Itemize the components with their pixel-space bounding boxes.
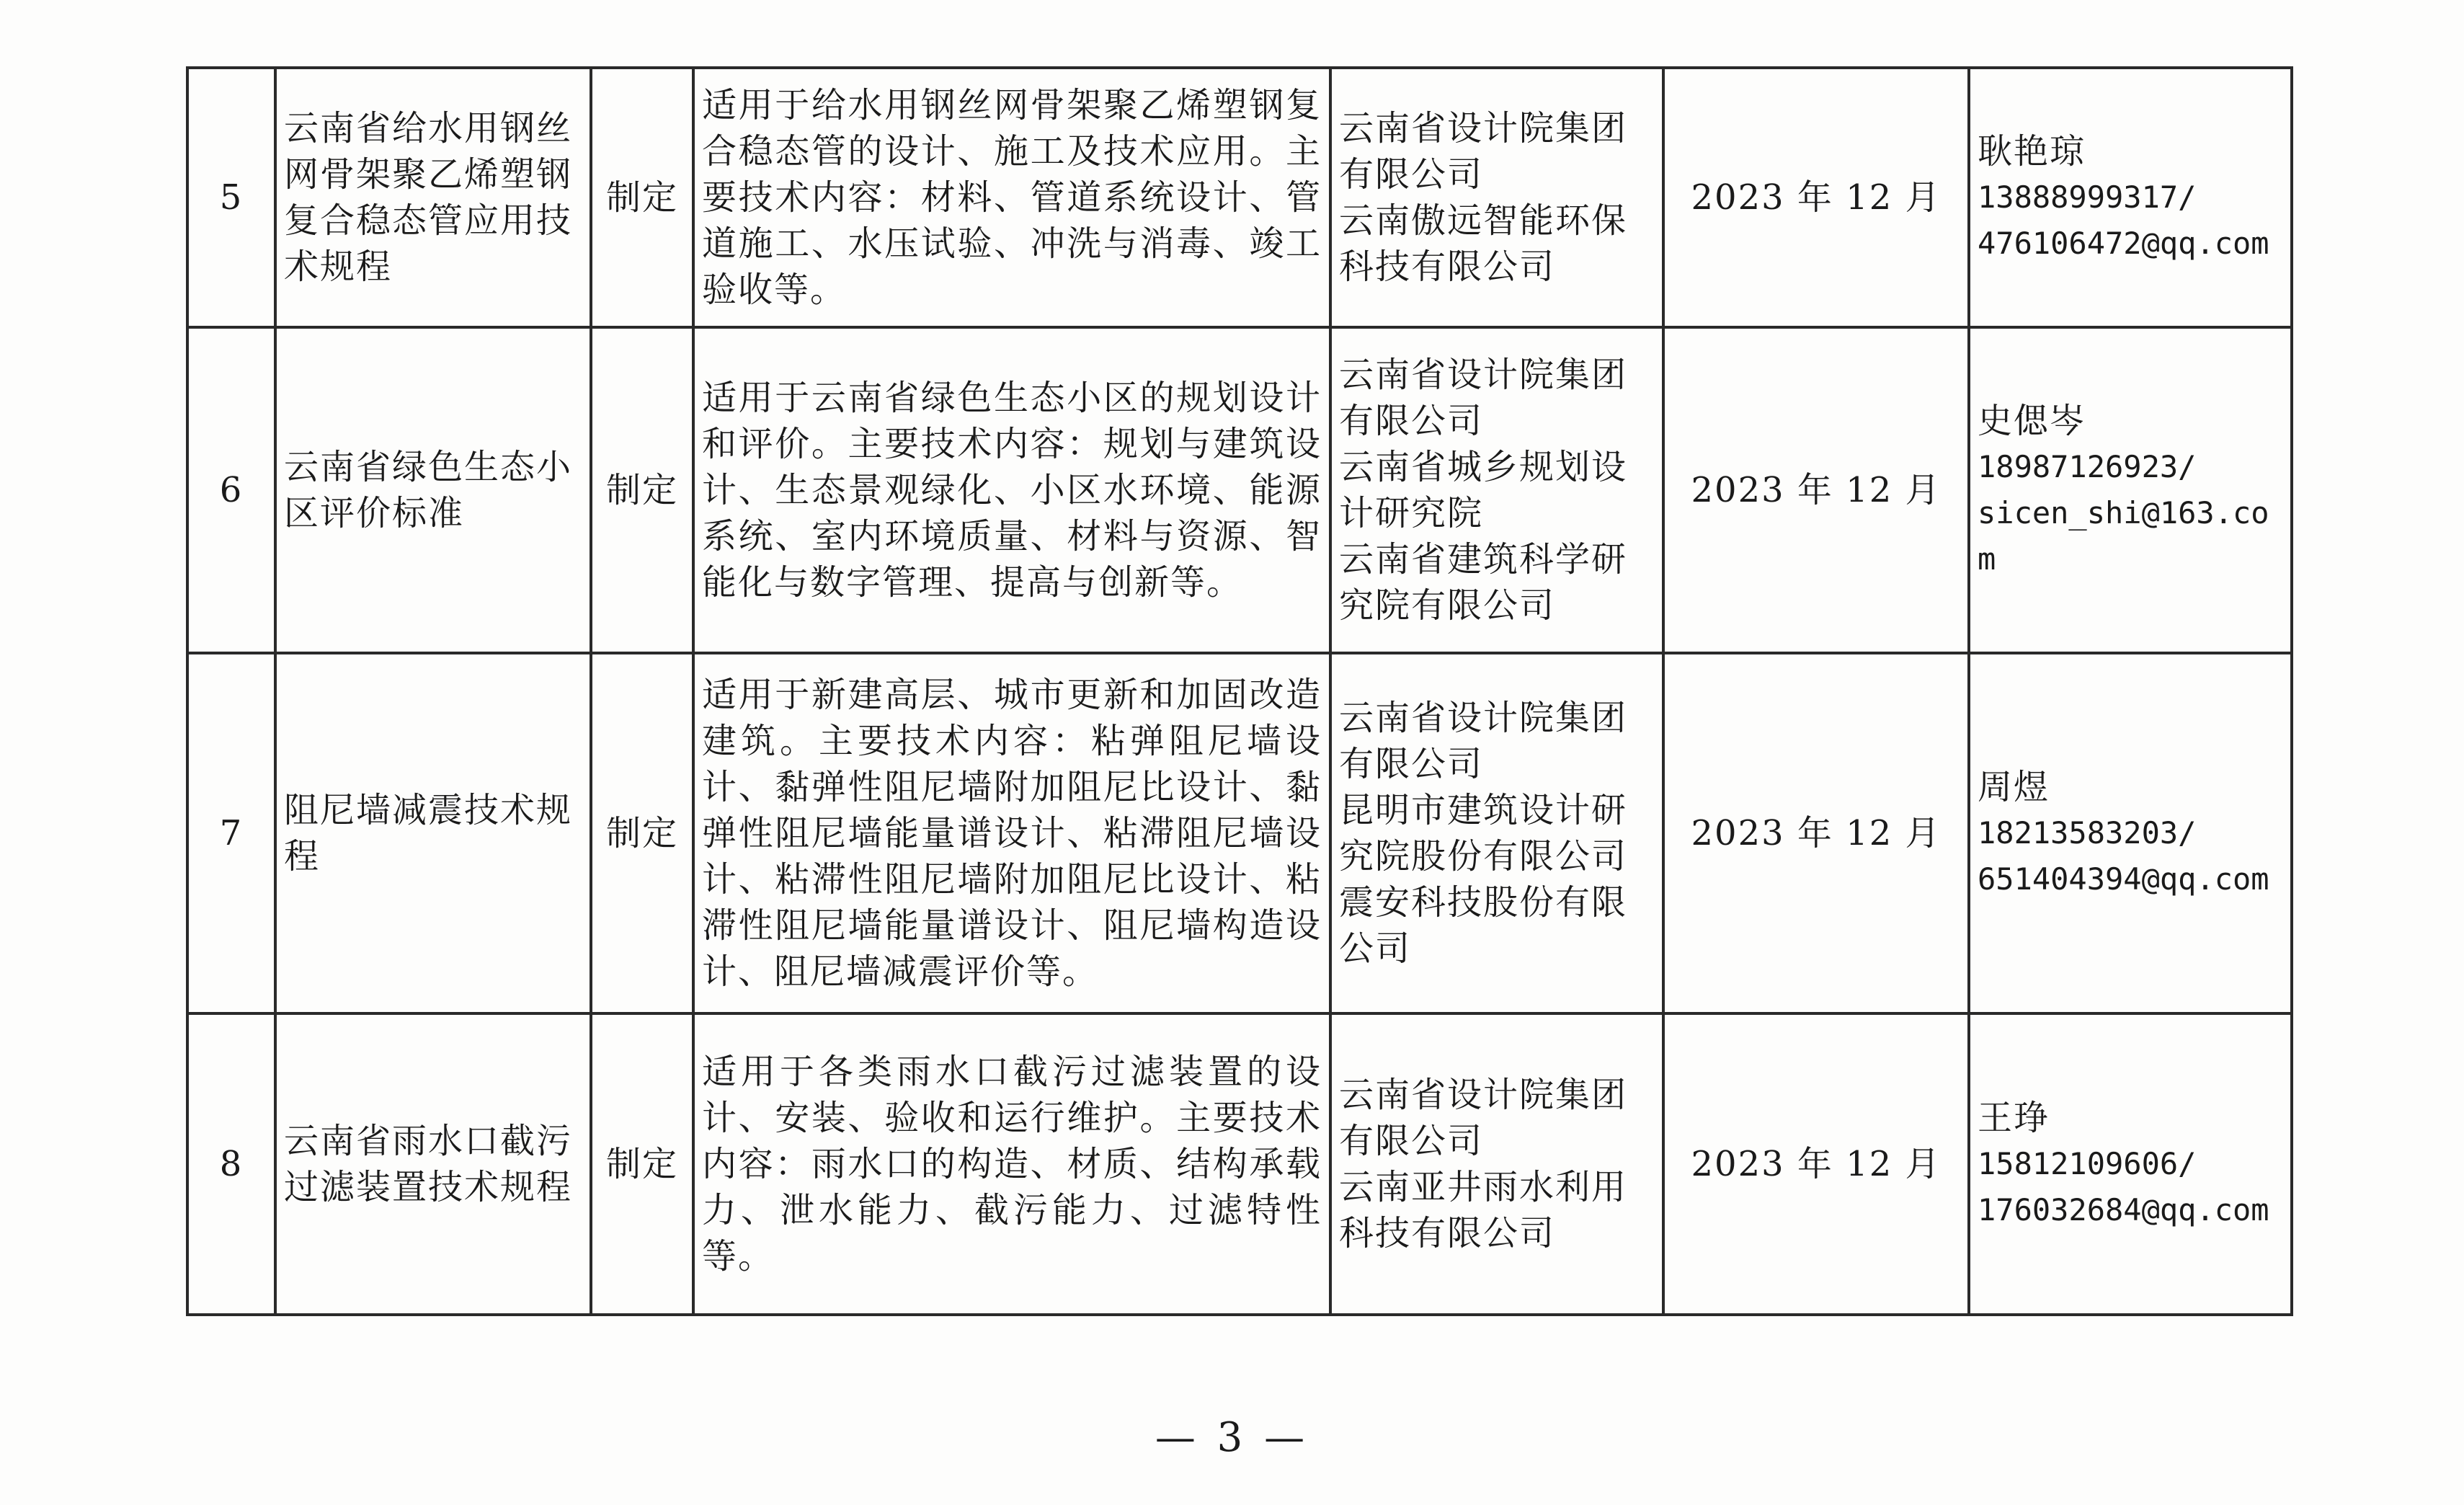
- organization: 云南省建筑科学研究院有限公司: [1339, 539, 1628, 626]
- project-type: 制定: [591, 653, 693, 1013]
- organization: 云南省设计院集团有限公司: [1339, 698, 1628, 784]
- contact-email: 476106472@qq.com: [1978, 226, 2269, 261]
- contact-name: 史偲岑: [1978, 401, 2086, 441]
- contact-phone: 18987126923/: [1978, 449, 2197, 484]
- contact: [1969, 327, 2292, 653]
- scope-description: 适用于云南省绿色生态小区的规划设计和评价。主要技术内容：规划与建筑设计、生态景观绿化、小区水环境、能源系统、室内环境质量、材料与资源、智能化与数字管理、提高与创新等。: [693, 327, 1330, 653]
- table-row: [187, 1013, 2292, 1315]
- organizations: [1330, 68, 1663, 327]
- scope-description: 适用于新建高层、城市更新和加固改造建筑。主要技术内容：粘弹阻尼墙设计、黏弹性阻尼墙附加阻尼比设计、黏弹性阻尼墙能量谱设计、粘滞阻尼墙设计、粘滞性阻尼墙附加阻尼比设计、粘滞性阻尼墙能量谱设计、阻尼墙构造设计、阻尼墙减震评价等。: [693, 653, 1330, 1013]
- contact-phone: 13888999317/: [1978, 179, 2197, 215]
- project-type: 制定: [591, 68, 693, 327]
- standard-name: 云南省绿色生态小区评价标准: [275, 327, 591, 653]
- organization: 云南省设计院集团有限公司: [1339, 1075, 1628, 1161]
- contact-email: sicen_shi@163.com: [1978, 495, 2269, 577]
- contact-email: 176032684@qq.com: [1978, 1192, 2269, 1227]
- table-row: [187, 68, 2292, 327]
- contact: [1969, 68, 2292, 327]
- organization: 云南省设计院集团有限公司: [1339, 355, 1628, 441]
- page-number: — 3 —: [1155, 1414, 1309, 1461]
- scope-description: 适用于给水用钢丝网骨架聚乙烯塑钢复合稳态管的设计、施工及技术应用。主要技术内容：材料、管道系统设计、管道施工、水压试验、冲洗与消毒、竣工验收等。: [693, 68, 1330, 327]
- organization: 云南亚井雨水利用科技有限公司: [1339, 1167, 1628, 1253]
- contact-name: 王琤: [1978, 1098, 2050, 1138]
- organizations: [1330, 1013, 1663, 1315]
- row-number: 6: [187, 327, 275, 653]
- contact: [1969, 653, 2292, 1013]
- completion-date: 2023 年 12 月: [1663, 1013, 1969, 1315]
- organization: 云南省城乡规划设计研究院: [1339, 447, 1628, 533]
- contact-name: 周煜: [1978, 767, 2050, 807]
- organization: 云南省设计院集团有限公司: [1339, 108, 1628, 195]
- contact: [1969, 1013, 2292, 1315]
- standard-name: 云南省雨水口截污过滤装置技术规程: [275, 1013, 591, 1315]
- contact-name: 耿艳琼: [1978, 131, 2086, 172]
- table-row: [187, 327, 2292, 653]
- project-type: 制定: [591, 1013, 693, 1315]
- standard-name: 云南省给水用钢丝网骨架聚乙烯塑钢复合稳态管应用技术规程: [275, 68, 591, 327]
- organization: 昆明市建筑设计研究院股份有限公司: [1339, 790, 1628, 876]
- completion-date: 2023 年 12 月: [1663, 327, 1969, 653]
- scope-description: 适用于各类雨水口截污过滤装置的设计、安装、验收和运行维护。主要技术内容：雨水口的构造、材质、结构承载力、泄水能力、截污能力、过滤特性等。: [693, 1013, 1330, 1315]
- organization: 云南傲远智能环保科技有限公司: [1339, 200, 1628, 287]
- standard-name: 阻尼墙减震技术规程: [275, 653, 591, 1013]
- organizations: [1330, 653, 1663, 1013]
- table-row: [187, 653, 2292, 1013]
- contact-email: 651404394@qq.com: [1978, 861, 2269, 897]
- standards-table: [186, 66, 2293, 1316]
- row-number: 7: [187, 653, 275, 1013]
- contact-phone: 18213583203/: [1978, 815, 2197, 851]
- project-type: 制定: [591, 327, 693, 653]
- organizations: [1330, 327, 1663, 653]
- completion-date: 2023 年 12 月: [1663, 68, 1969, 327]
- completion-date: 2023 年 12 月: [1663, 653, 1969, 1013]
- row-number: 8: [187, 1013, 275, 1315]
- row-number: 5: [187, 68, 275, 327]
- organization: 震安科技股份有限公司: [1339, 882, 1628, 969]
- contact-phone: 15812109606/: [1978, 1146, 2197, 1181]
